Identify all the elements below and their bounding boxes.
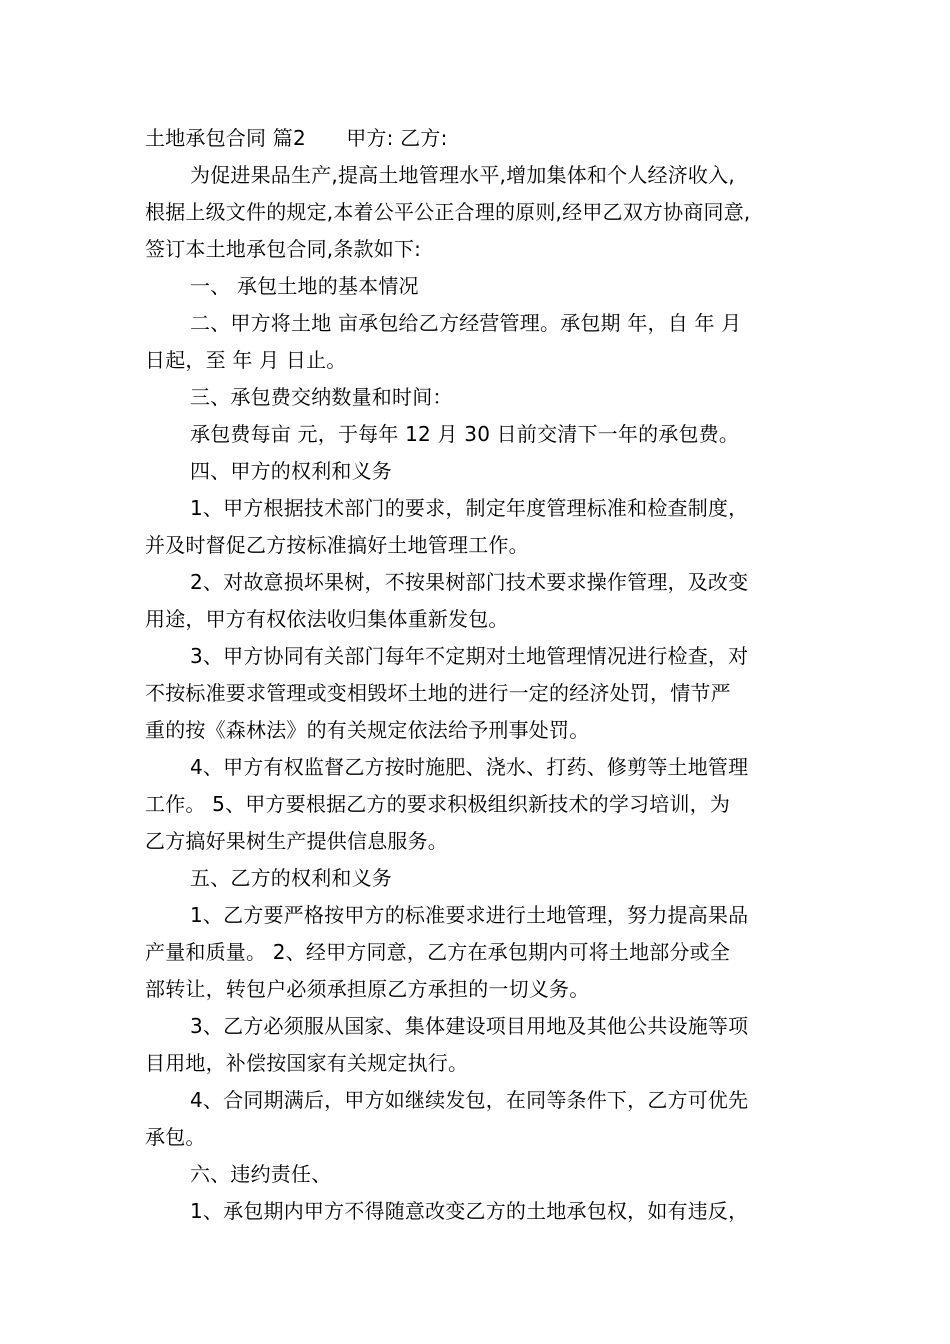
doc-line: 不按标准要求管理或变相毁坏土地的进行一定的经济处罚，情节严 bbox=[145, 681, 731, 705]
doc-line: 4、甲方有权监督乙方按时施肥、浇水、打药、修剪等土地管理 bbox=[190, 755, 749, 779]
doc-line: 重的按《森林法》的有关规定依法给予刑事处罚。 bbox=[145, 718, 590, 742]
doc-line: 承包。 bbox=[145, 1125, 206, 1149]
doc-line: 并及时督促乙方按标准搞好土地管理工作。 bbox=[145, 533, 529, 557]
doc-line: 工作。 5、甲方要根据乙方的要求积极组织新技术的学习培训，为 bbox=[145, 792, 731, 816]
doc-line: 用途，甲方有权依法收归集体重新发包。 bbox=[145, 607, 509, 631]
doc-line: 根据上级文件的规定,本着公平公正合理的原则,经甲乙双方协商同意, bbox=[145, 200, 751, 224]
doc-line: 4、合同期满后，甲方如继续发包，在同等条件下，乙方可优先 bbox=[190, 1088, 749, 1112]
doc-line: 承包费每亩 元，于每年 12 月 30 日前交清下一年的承包费。 bbox=[190, 422, 740, 446]
doc-line: 2、对故意损坏果树，不按果树部门技术要求操作管理，及改变 bbox=[190, 570, 749, 594]
doc-line: 产量和质量。 2、经甲方同意，乙方在承包期内可将土地部分或全 bbox=[145, 940, 731, 964]
doc-line: 二、甲方将土地 亩承包给乙方经营管理。承包期 年，自 年 月 bbox=[190, 311, 742, 335]
doc-line: 签订本土地承包合同,条款如下: bbox=[145, 237, 422, 261]
doc-line: 乙方搞好果树生产提供信息服务。 bbox=[145, 829, 448, 853]
doc-line: 为促进果品生产,提高土地管理水平,增加集体和个人经济收入, bbox=[190, 163, 735, 187]
doc-line: 目用地，补偿按国家有关规定执行。 bbox=[145, 1051, 469, 1075]
doc-line: 土地承包合同 篇2 甲方: 乙方: bbox=[145, 126, 448, 150]
doc-line: 1、乙方要严格按甲方的标准要求进行土地管理，努力提高果品 bbox=[190, 903, 749, 927]
section-heading: 五、乙方的权利和义务 bbox=[190, 866, 392, 890]
section-heading: 一、 承包土地的基本情况 bbox=[190, 274, 419, 298]
doc-line: 1、承包期内甲方不得随意改变乙方的土地承包权，如有违反， bbox=[190, 1199, 749, 1223]
section-heading: 六、违约责任、 bbox=[190, 1162, 332, 1186]
section-heading: 三、承包费交纳数量和时间： bbox=[190, 385, 453, 409]
doc-line: 3、甲方协同有关部门每年不定期对土地管理情况进行检查，对 bbox=[190, 644, 749, 668]
doc-line: 1、甲方根据技术部门的要求，制定年度管理标准和检查制度， bbox=[190, 496, 749, 520]
doc-line: 部转让，转包户必须承担原乙方承担的一切义务。 bbox=[145, 977, 590, 1001]
doc-line: 日起，至 年 月 日止。 bbox=[145, 348, 347, 372]
document-page bbox=[145, 120, 810, 1230]
section-heading: 四、甲方的权利和义务 bbox=[190, 459, 392, 483]
doc-line: 3、乙方必须服从国家、集体建设项目用地及其他公共设施等项 bbox=[190, 1014, 749, 1038]
